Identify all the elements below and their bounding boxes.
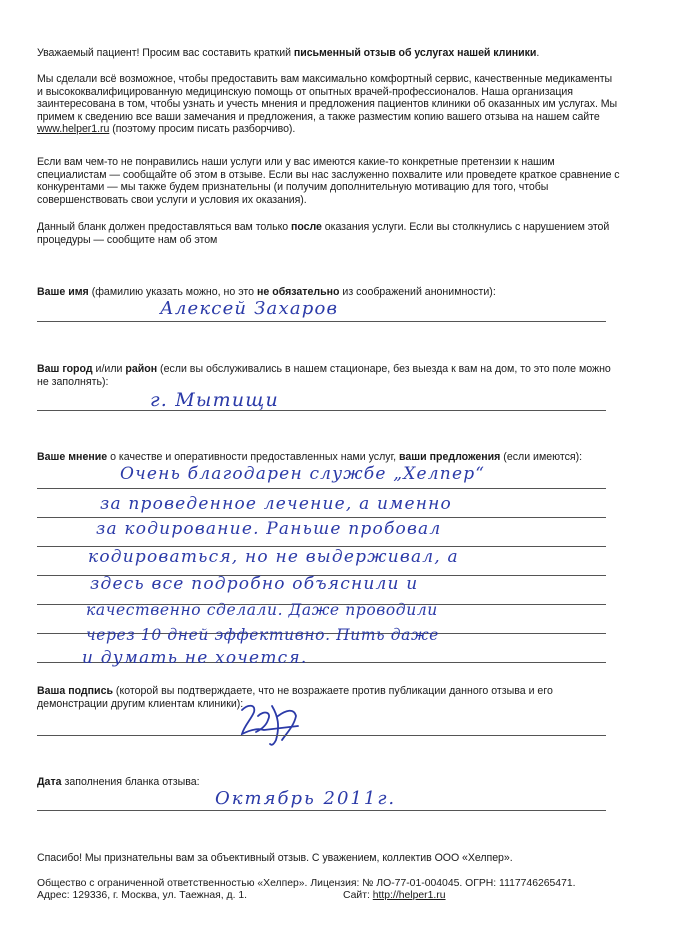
footer-site <box>343 890 446 902</box>
date-field-label <box>37 776 620 789</box>
name-label-optional: не обязательно <box>256 286 340 298</box>
opinion-label-end: (если имеются): <box>500 451 583 463</box>
site-link-inline[interactable]: www.helper1.ru <box>37 123 110 136</box>
greeting-text: Уважаемый пациент! Просим вас составить краткий <box>37 47 294 59</box>
date-label-text: заполнения бланка отзыва: <box>61 776 200 788</box>
signature-line <box>37 735 606 736</box>
greeting-end: . <box>536 47 540 59</box>
name-label-text: (фамилию указать можно, но это <box>88 286 257 298</box>
paragraph-4-text: Данный бланк должен предоставляться вам только <box>37 221 292 233</box>
city-value[interactable]: г. Мытищи <box>150 389 279 411</box>
greeting-bold: письменный отзыв об услугах нашей клиники <box>293 47 537 59</box>
city-field-label <box>37 363 620 388</box>
opinion-label-text: о качестве и оперативности предоставленных нами услуг, <box>107 451 400 463</box>
name-label-bold: Ваше имя <box>37 286 89 298</box>
opinion-line-6[interactable]: качественно сделали. Даже проводили <box>86 601 438 619</box>
opinion-line-5[interactable]: здесь все подробно объяснили и <box>90 574 419 594</box>
closing-text: Спасибо! Мы признательны вам за объективный отзыв. С уважением, коллектив ООО «Хелпер». <box>37 852 513 864</box>
opinion-field-label <box>37 451 620 464</box>
date-line <box>37 810 606 811</box>
opinion-rule-1 <box>37 488 606 489</box>
opinion-line-8[interactable]: и думать не хочется. <box>82 648 308 668</box>
paragraph-4-bold: после <box>291 221 322 233</box>
signature-label-text: (которой вы подтверждаете, что не возражаете против публикации данного отзыва и его демонстрации другим клиентам клиники): <box>37 685 553 710</box>
date-value[interactable]: Октябрь 2011г. <box>215 788 397 809</box>
opinion-rule-2 <box>37 517 606 518</box>
city-label-district: район <box>125 363 158 375</box>
paragraph-2-text: Мы сделали всё возможное, чтобы предоставить вам максимально комфортный сервис, качественные медикаменты и высококвалифицированную медицинскую помощь от опытных врачей-профессионалов. Наша организация заинтересована в том, чтобы узнать и учесть мнения и предложения пациентов клиники об оказанных им услугах. Мы примем к сведению все ваши замечания и предложения, а также разместим копию вашего отзыва на нашем сайте <box>37 73 618 123</box>
opinion-line-2[interactable]: за проведенное лечение, а именно <box>100 494 452 514</box>
signature-mark[interactable] <box>238 696 308 748</box>
paragraph-2-end: (поэтому просим писать разборчиво). <box>109 123 296 136</box>
city-label-text: и/или <box>92 363 126 375</box>
name-value[interactable]: Алексей Захаров <box>160 298 339 319</box>
intro-greeting <box>37 47 620 60</box>
footer-address-row <box>37 890 597 902</box>
signature-label-bold: Ваша подпись <box>37 685 113 697</box>
opinion-line-7[interactable]: через 10 дней эффективно. Пить даже <box>86 626 439 644</box>
paragraph-4-end: оказания услуги. Если вы столкнулись с нарушением этой процедуры — сообщите нам об этом <box>37 221 610 246</box>
city-label-bold: Ваш город <box>37 363 93 375</box>
opinion-label-bold: Ваше мнение <box>37 451 108 463</box>
paragraph-3-text: Если вам чем-то не понравились наши услуги или у вас имеются какие-то конкретные претензии к нашим специалистам — сообщайте об этом в отзыве. Если вы нас заслуженно похвалите или проведете краткое сравнение с конкурентами — мы также будем признательны (и получим дополнительную мотивацию для того, чтобы совершенствовать свои услуги и условия их оказания). <box>37 156 620 206</box>
city-line <box>37 410 606 411</box>
signature-field-label <box>37 685 620 710</box>
footer-address: Адрес: 129336, г. Москва, ул. Таежная, д. 1. <box>37 890 248 901</box>
footer-company: Общество с ограниченной ответственностью «Хелпер». Лицензия: № ЛО-77-01-004045. ОГРН: 1117746265471. <box>37 878 576 889</box>
opinion-line-3[interactable]: за кодирование. Раньше пробовал <box>96 519 442 539</box>
date-label-bold: Дата <box>37 776 62 788</box>
opinion-line-4[interactable]: кодироваться, но не выдерживал, а <box>88 547 459 567</box>
intro-paragraph-4 <box>37 221 620 246</box>
name-field-label <box>37 286 620 299</box>
opinion-line-1[interactable]: Очень благодарен службе „Хелпер“ <box>120 464 486 484</box>
footer-site-label: Сайт: <box>343 890 373 901</box>
opinion-label-suggestions: ваши предложения <box>399 451 501 463</box>
name-line <box>37 321 606 322</box>
intro-paragraph-3 <box>37 156 620 206</box>
footer-site-link[interactable]: http://helper1.ru <box>372 890 446 901</box>
name-label-end: из соображений анонимности): <box>339 286 496 298</box>
intro-paragraph-2 <box>37 73 620 136</box>
city-label-end: (если вы обслуживались в нашем стационаре, без выезда к вам на дом, то это поле можно не заполнять): <box>37 363 611 388</box>
